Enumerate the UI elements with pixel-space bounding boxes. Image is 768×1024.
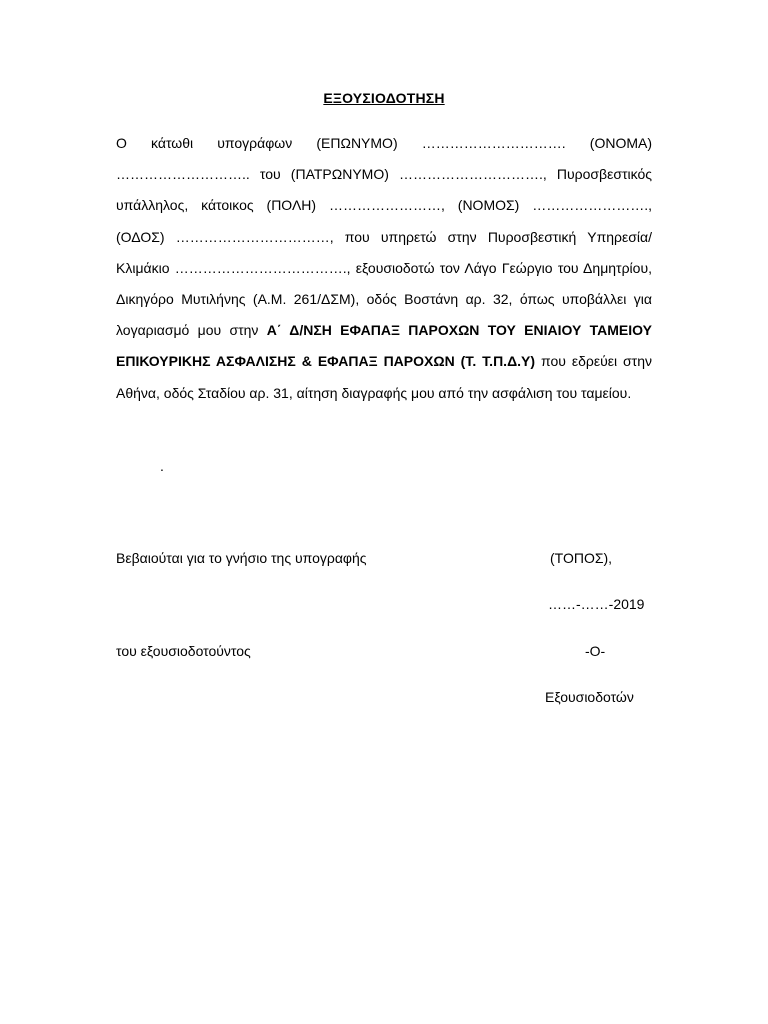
place-placeholder: (ΤΟΠΟΣ), <box>550 550 613 566</box>
certification-label: Βεβαιούται για το γνήσιο της υπογραφής <box>116 550 367 566</box>
of-grantor-label: του εξουσιοδοτούντος <box>116 643 251 659</box>
stray-dot: . <box>160 458 164 474</box>
authorization-paragraph <box>116 128 652 409</box>
article-label: -Ο- <box>585 643 606 659</box>
paragraph-text-part1: Ο κάτωθι υπογράφων (ΕΠΩΝΥΜΟ) …………………………. (ΟΝΟΜΑ) ……………………….. του (ΠΑΤΡΩΝΥΜΟ) …………………………., Πυροσβεστικός υπάλληλος, κάτοικος (ΠΟΛΗ) ……………………, (ΝΟΜΟΣ) ……………………., (ΟΔΟΣ) ……………………………, που υπηρετώ στην Πυροσβεστική Υπηρεσία/Κλιμάκιο ………………………………., εξουσιοδοτώ τον Λάγο Γεώργιο του Δημητρίου, Δικηγόρο Μυτιλήνης (Α.Μ. 261/ΔΣΜ), οδός Βοστάνη αρ. 32, όπως υποβάλλει για λογαριασμό μου στην <box>116 135 652 339</box>
document-title: ΕΞΟΥΣΙΟΔΟΤΗΣΗ <box>323 90 445 106</box>
grantor-label: Εξουσιοδοτών <box>545 689 634 705</box>
paragraph-bold-authority: Α΄ Δ/ΝΣΗ ΕΦΑΠΑΞ ΠΑΡΟΧΩΝ ΤΟΥ ΕΝΙΑΙΟΥ ΤΑΜΕΙΟΥ ΕΠΙΚΟΥΡΙΚΗΣ ΑΣΦΑΛΙΣΗΣ & ΕΦΑΠΑΞ ΠΑΡΟΧΩΝ (Τ. Τ.Π.Δ.Υ) <box>116 322 652 370</box>
date-placeholder: ……-……-2019 <box>548 596 645 612</box>
paragraph-text-part2: που εδρεύει στην Αθήνα, οδός Σταδίου αρ. 31, αίτηση διαγραφής μου από την ασφάλιση του ταμείου. <box>116 353 653 401</box>
